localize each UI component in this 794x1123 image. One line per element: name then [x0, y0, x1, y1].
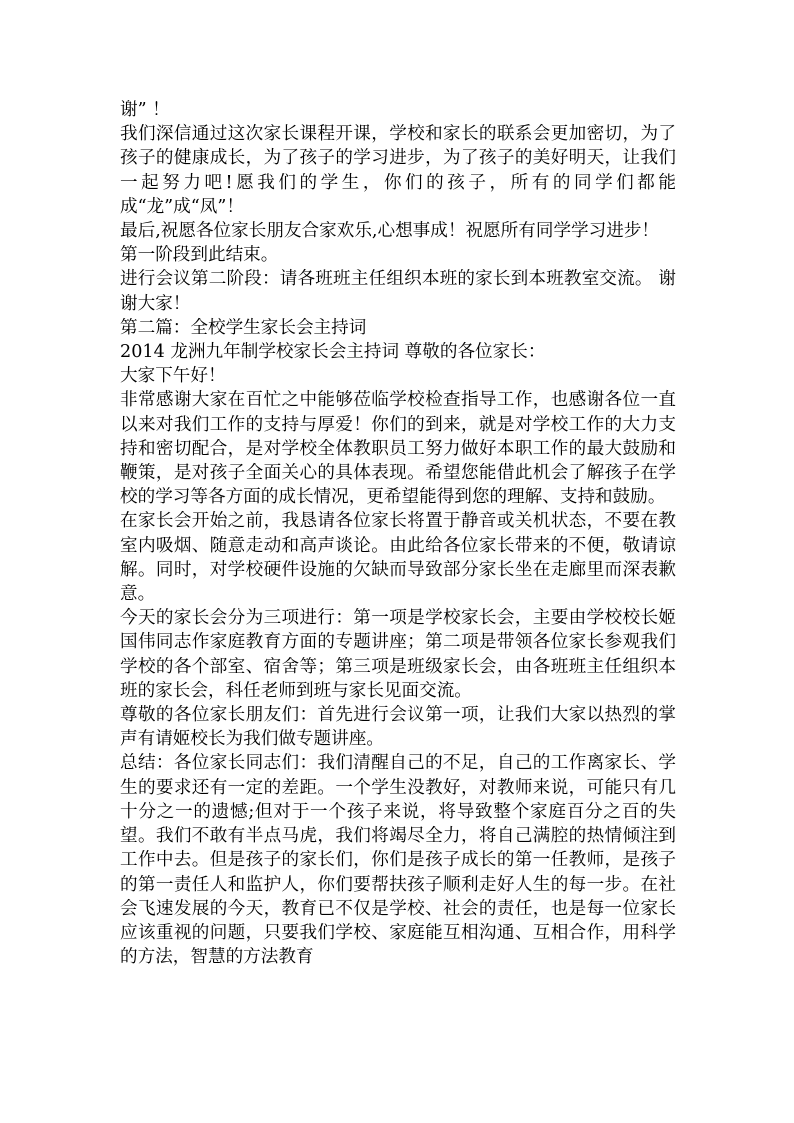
paragraph-final-wishes: 最后,祝愿各位家长朋友合家欢乐,心想事成！祝愿所有同学学习进步！ — [120, 221, 660, 242]
paragraph-agenda: 今天的家长会分为三项进行：第一项是学校家长会，主要由学校校长姬国伟同志作家庭教育方面的专题讲座；第二项是带领各位家长参观我们学校的各个部室、宿舍等；第三项是班级家长会，由各班班主任组织本班的家长会，科任老师到班与家长见面交流。 — [120, 608, 676, 701]
paragraph-greeting: 大家下午好！ — [120, 366, 226, 387]
paragraph-first-item: 尊敬的各位家长朋友们：首先进行会议第一项，让我们大家以热烈的掌声有请姬校长为我们做专题讲座。 — [120, 705, 676, 750]
paragraph-belief: 我们深信通过这次家长课程开课，学校和家长的联系会更加密切，为了孩子的健康成长，为了孩子的学习进步，为了孩子的美好明天，让我们一起努力吧!愿我们的学生，你们的孩子，所有的同学们都能成“龙”成“凤”！ — [120, 124, 676, 217]
paragraph-reminders: 在家长会开始之前，我恳请各位家长将置于静音或关机状态，不要在教室内吸烟、随意走动和高声谈论。由此给各位家长带来的不便，敬请谅解。同时，对学校硬件设施的欠缺而导致部分家长坐在走廊里而深表歉意。 — [120, 511, 676, 605]
paragraph-stage-one-end: 第一阶段到此结束。 — [120, 245, 279, 266]
paragraph-thanks: 非常感谢大家在百忙之中能够莅临学校检查指导工作，也感谢各位一直以来对我们工作的支持与厚爱！你们的到来，就是对学校工作的大力支持和密切配合，是对学校全体教职员工努力做好本职工作的最大鼓励和鞭策，是对孩子全面关心的具体表现。希望您能借此机会了解孩子在学校的学习等各方面的成长情况，更希望能得到您的理解、支持和鼓励。 — [120, 390, 676, 508]
section-heading: 第二篇：全校学生家长会主持词 — [120, 317, 367, 338]
paragraph-stage-two: 进行会议第二阶段：请各班班主任组织本班的家长到本班教室交流。 谢谢大家！ — [120, 269, 676, 314]
document-page — [120, 98, 676, 969]
paragraph-summary: 总结：各位家长同志们：我们清醒自己的不足，自己的工作离家长、学生的要求还有一定的差距。一个学生没教好，对教师来说，可能只有几十分之一的遗憾;但对于一个孩子来说，将导致整个家庭百分之百的失望。我们不敢有半点马虎，我们将竭尽全力，将自己满腔的热情倾注到工作中去。但是孩子的家长们，你们是孩子成长的第一任教师，是孩子的第一责任人和监护人，你们要帮扶孩子顺利走好人生的每一步。在社会飞速发展的今天，教育已不仅是学校、社会的责任，也是每一位家长应该重视的问题，只要我们学校、家庭能互相沟通、互相合作，用科学的方法，智慧的方法教育 — [120, 753, 676, 968]
paragraph-closing-thanks: 谢” ！ — [120, 100, 170, 120]
paragraph-school-title: 2014 龙洲九年制学校家长会主持词 尊敬的各位家长： — [120, 342, 546, 363]
